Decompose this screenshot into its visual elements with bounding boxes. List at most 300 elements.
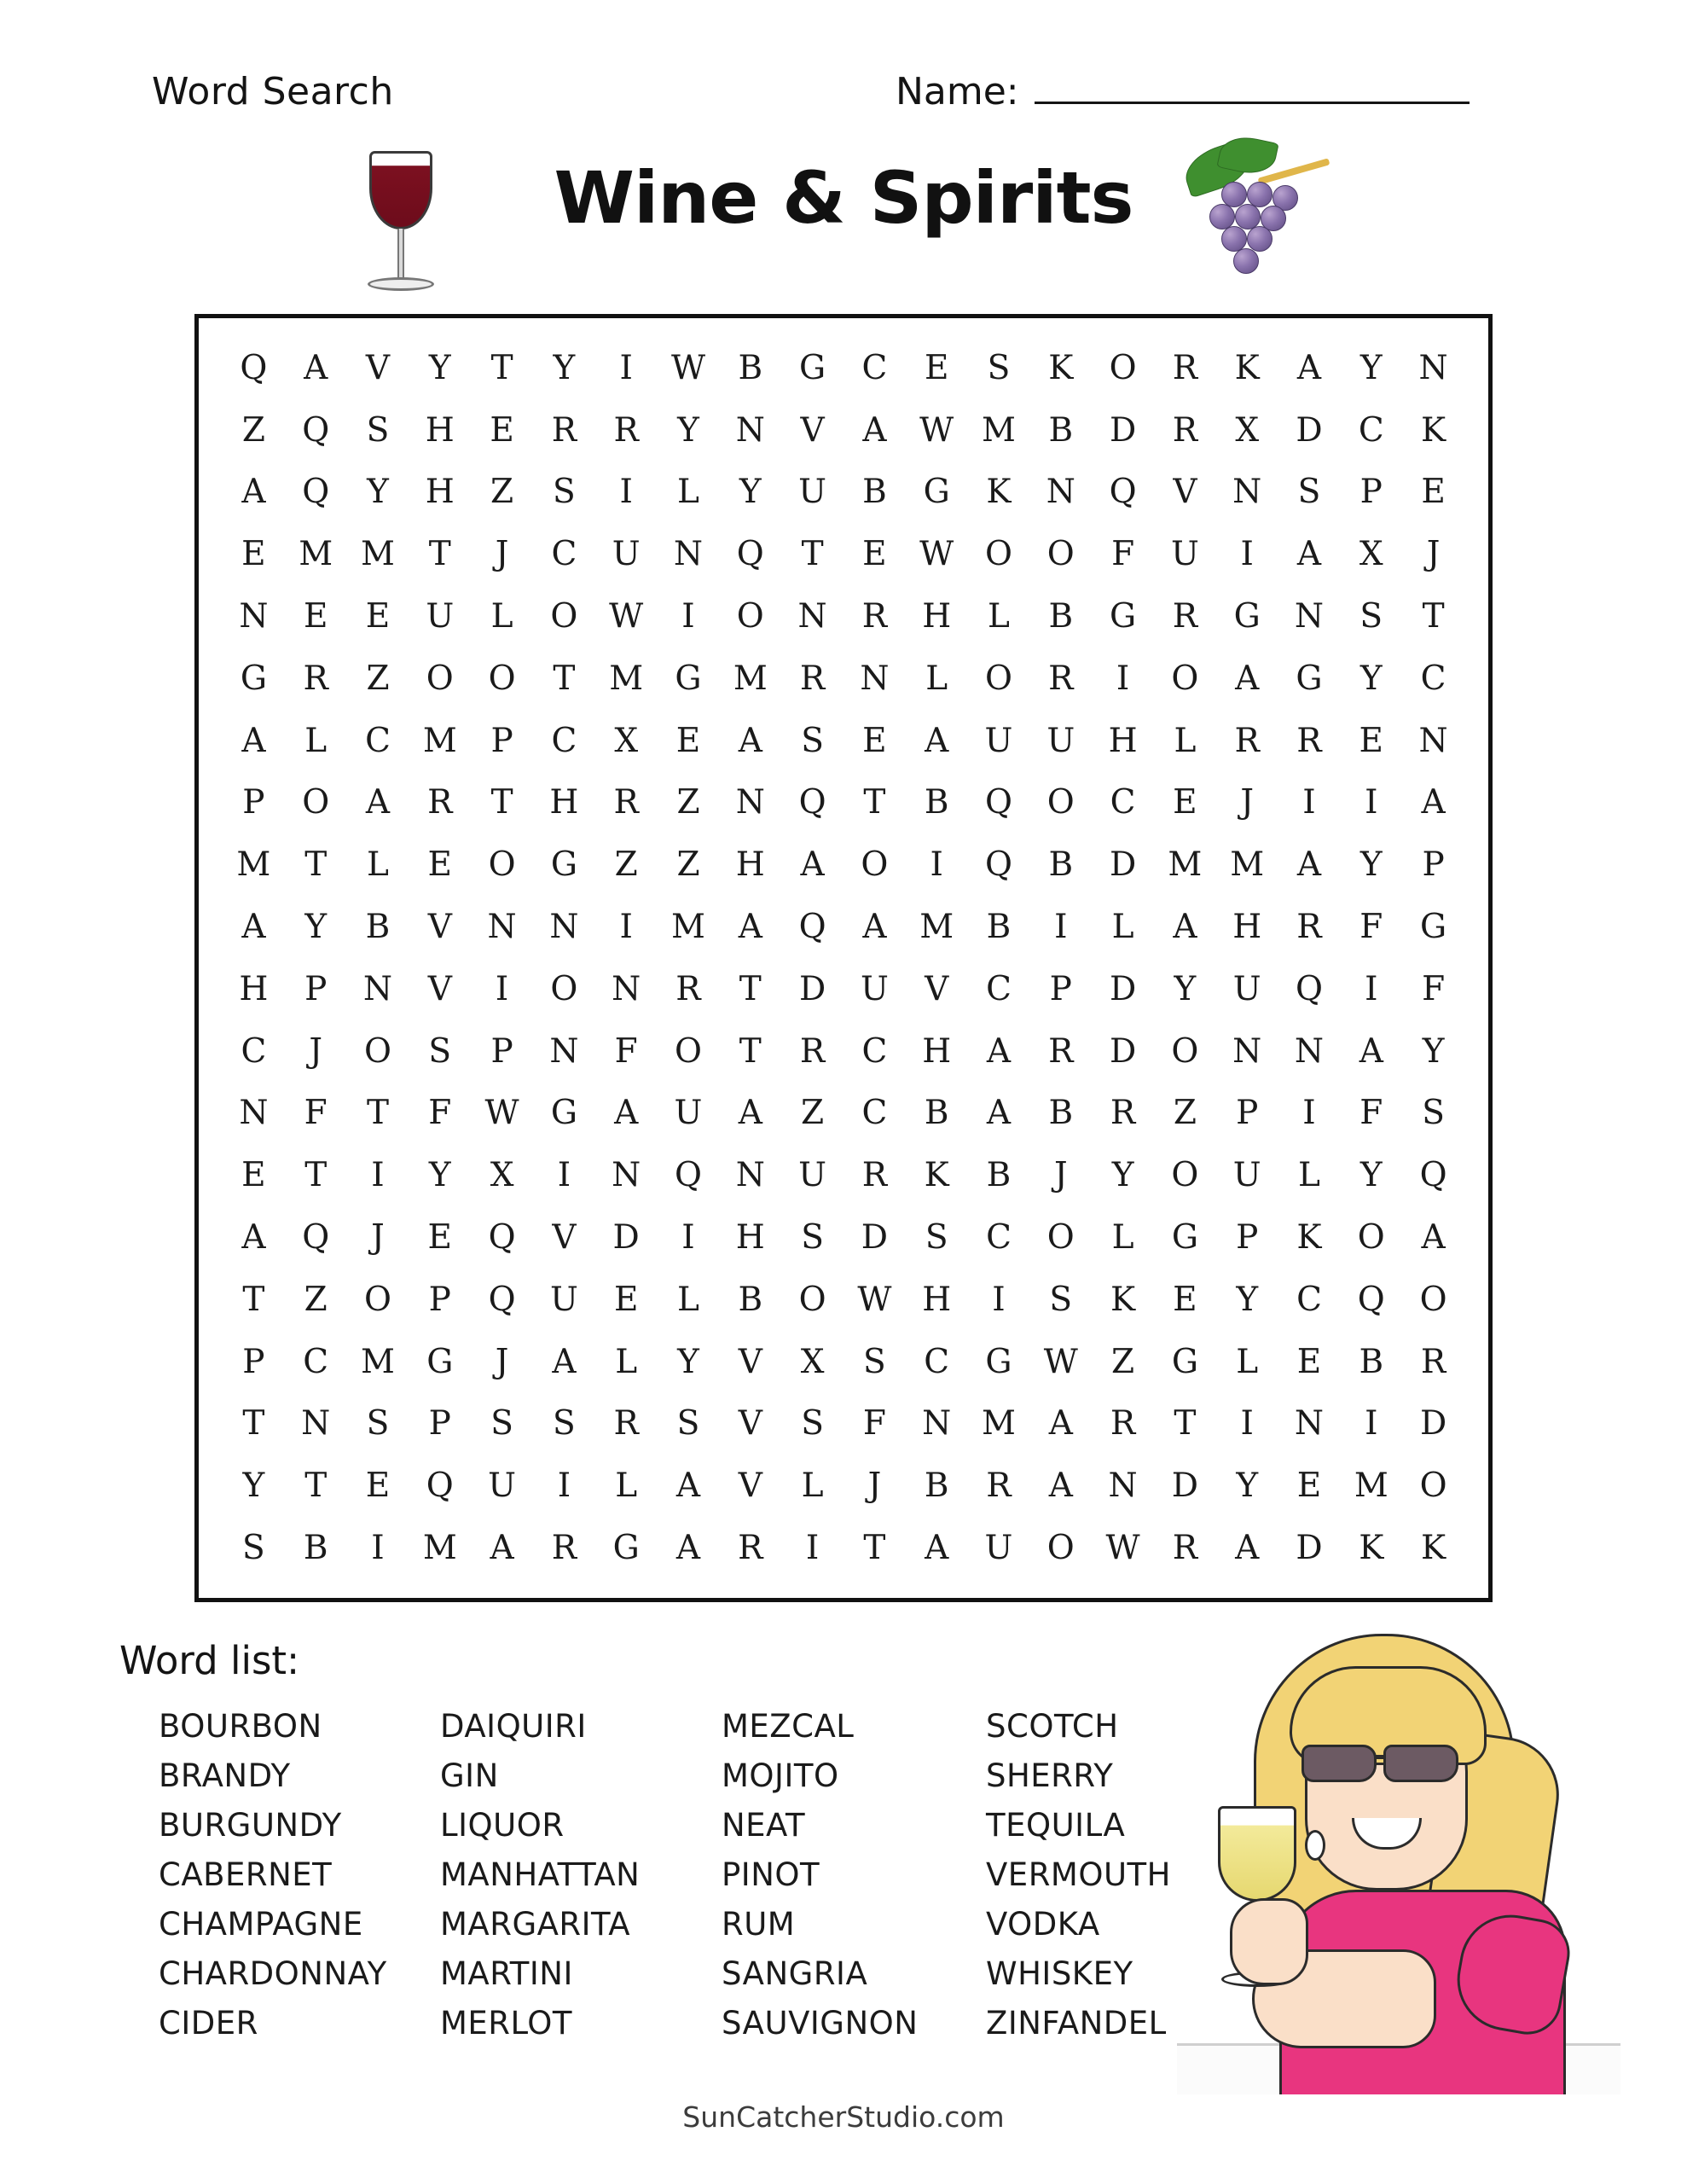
grid-cell-r10-c17[interactable]: H — [1232, 908, 1262, 947]
grid-cell-r11-c13[interactable]: C — [986, 969, 1012, 1008]
grid-cell-r18-c19[interactable]: I — [1365, 1404, 1378, 1443]
grid-cell-r19-c1[interactable]: Y — [242, 1467, 265, 1506]
grid-cell-r10-c18[interactable]: R — [1296, 908, 1322, 947]
grid-cell-r4-c9[interactable]: Q — [736, 535, 764, 574]
grid-cell-r8-c4[interactable]: R — [427, 783, 453, 822]
grid-cell-r16-c17[interactable]: Y — [1236, 1280, 1259, 1319]
grid-cell-r10-c8[interactable]: M — [671, 908, 705, 947]
grid-cell-r1-c13[interactable]: S — [987, 348, 1011, 387]
grid-cell-r2-c14[interactable]: B — [1048, 410, 1074, 450]
grid-cell-r1-c15[interactable]: O — [1109, 348, 1137, 387]
grid-cell-r20-c8[interactable]: A — [675, 1529, 701, 1568]
grid-cell-r5-c5[interactable]: L — [490, 597, 513, 636]
grid-cell-r1-c2[interactable]: A — [304, 348, 328, 387]
grid-cell-r19-c17[interactable]: Y — [1236, 1467, 1259, 1506]
grid-cell-r19-c12[interactable]: B — [924, 1467, 949, 1506]
grid-cell-r18-c17[interactable]: I — [1240, 1404, 1254, 1443]
grid-cell-r4-c14[interactable]: O — [1046, 535, 1075, 574]
grid-cell-r8-c10[interactable]: Q — [798, 783, 826, 822]
grid-cell-r11-c3[interactable]: N — [362, 969, 393, 1008]
grid-cell-r20-c5[interactable]: A — [490, 1529, 514, 1568]
grid-cell-r11-c5[interactable]: I — [495, 969, 509, 1008]
grid-cell-r11-c12[interactable]: V — [925, 969, 949, 1008]
grid-cell-r8-c12[interactable]: B — [924, 783, 949, 822]
grid-cell-r6-c18[interactable]: G — [1296, 659, 1323, 698]
grid-cell-r1-c1[interactable]: Q — [240, 348, 268, 387]
grid-cell-r3-c18[interactable]: S — [1297, 473, 1321, 512]
grid-cell-r14-c9[interactable]: N — [735, 1156, 765, 1195]
grid-cell-r20-c6[interactable]: R — [551, 1529, 577, 1568]
grid-cell-r11-c17[interactable]: U — [1232, 969, 1261, 1008]
grid-cell-r7-c1[interactable]: A — [241, 721, 266, 760]
grid-cell-r6-c8[interactable]: G — [675, 659, 702, 698]
grid-cell-r3-c15[interactable]: Q — [1109, 473, 1137, 512]
grid-cell-r16-c6[interactable]: U — [549, 1280, 578, 1319]
grid-cell-r14-c16[interactable]: O — [1171, 1156, 1199, 1195]
grid-cell-r3-c7[interactable]: I — [619, 473, 633, 512]
grid-cell-r19-c15[interactable]: N — [1108, 1467, 1138, 1506]
grid-cell-r13-c5[interactable]: W — [484, 1094, 519, 1133]
grid-cell-r14-c11[interactable]: R — [861, 1156, 888, 1195]
grid-cell-r15-c17[interactable]: P — [1236, 1218, 1259, 1258]
grid-cell-r11-c16[interactable]: Y — [1174, 969, 1197, 1008]
grid-cell-r18-c16[interactable]: T — [1174, 1404, 1197, 1443]
grid-cell-r16-c1[interactable]: T — [242, 1280, 265, 1319]
grid-cell-r14-c8[interactable]: Q — [675, 1156, 702, 1195]
grid-cell-r15-c12[interactable]: S — [925, 1218, 948, 1258]
grid-cell-r9-c7[interactable]: Z — [614, 845, 638, 885]
grid-cell-r5-c14[interactable]: B — [1048, 597, 1074, 636]
grid-cell-r19-c3[interactable]: E — [365, 1467, 391, 1506]
grid-cell-r19-c7[interactable]: L — [615, 1467, 638, 1506]
grid-cell-r10-c13[interactable]: B — [986, 908, 1012, 947]
grid-cell-r8-c20[interactable]: A — [1421, 783, 1446, 822]
grid-cell-r4-c18[interactable]: A — [1296, 535, 1322, 574]
grid-cell-r12-c14[interactable]: R — [1048, 1031, 1074, 1071]
grid-cell-r6-c20[interactable]: C — [1420, 659, 1446, 698]
grid-cell-r20-c10[interactable]: I — [805, 1529, 820, 1568]
grid-cell-r4-c1[interactable]: E — [241, 535, 266, 574]
grid-cell-r9-c5[interactable]: O — [488, 845, 516, 885]
grid-cell-r19-c16[interactable]: D — [1171, 1467, 1199, 1506]
grid-cell-r11-c9[interactable]: T — [739, 969, 762, 1008]
grid-cell-r2-c6[interactable]: R — [551, 410, 577, 450]
grid-cell-r7-c13[interactable]: U — [984, 721, 1013, 760]
grid-cell-r12-c17[interactable]: N — [1232, 1031, 1262, 1071]
grid-cell-r3-c11[interactable]: B — [862, 473, 887, 512]
grid-cell-r13-c11[interactable]: C — [861, 1094, 888, 1133]
grid-cell-r9-c8[interactable]: Z — [676, 845, 700, 885]
grid-cell-r6-c3[interactable]: Z — [366, 659, 390, 698]
grid-cell-r17-c14[interactable]: W — [1043, 1342, 1078, 1381]
grid-cell-r11-c14[interactable]: P — [1049, 969, 1072, 1008]
grid-cell-r17-c11[interactable]: S — [863, 1342, 886, 1381]
grid-cell-r2-c15[interactable]: D — [1109, 410, 1137, 450]
grid-cell-r11-c6[interactable]: O — [550, 969, 578, 1008]
grid-cell-r5-c17[interactable]: G — [1233, 597, 1261, 636]
grid-cell-r10-c20[interactable]: G — [1420, 908, 1447, 947]
grid-cell-r15-c2[interactable]: Q — [302, 1218, 330, 1258]
grid-cell-r10-c19[interactable]: F — [1359, 908, 1383, 947]
grid-cell-r1-c10[interactable]: G — [799, 348, 826, 387]
grid-cell-r1-c4[interactable]: Y — [428, 348, 451, 387]
grid-cell-r1-c19[interactable]: Y — [1359, 348, 1383, 387]
grid-cell-r13-c19[interactable]: F — [1359, 1094, 1383, 1133]
grid-cell-r11-c4[interactable]: V — [427, 969, 452, 1008]
grid-cell-r12-c8[interactable]: O — [675, 1031, 702, 1071]
grid-cell-r11-c2[interactable]: P — [304, 969, 328, 1008]
grid-cell-r8-c9[interactable]: N — [735, 783, 765, 822]
grid-cell-r2-c17[interactable]: X — [1235, 410, 1260, 450]
grid-cell-r20-c1[interactable]: S — [242, 1529, 265, 1568]
grid-cell-r7-c11[interactable]: E — [862, 721, 887, 760]
grid-cell-r3-c8[interactable]: L — [677, 473, 699, 512]
grid-cell-r5-c10[interactable]: N — [797, 597, 827, 636]
grid-cell-r5-c12[interactable]: H — [922, 597, 952, 636]
grid-cell-r3-c17[interactable]: N — [1232, 473, 1262, 512]
grid-cell-r15-c6[interactable]: V — [552, 1218, 577, 1258]
grid-cell-r9-c13[interactable]: Q — [985, 845, 1012, 885]
grid-cell-r17-c3[interactable]: M — [361, 1342, 395, 1381]
grid-cell-r9-c16[interactable]: M — [1168, 845, 1203, 885]
grid-cell-r5-c16[interactable]: R — [1172, 597, 1198, 636]
grid-cell-r13-c12[interactable]: B — [924, 1094, 949, 1133]
grid-cell-r6-c10[interactable]: R — [799, 659, 826, 698]
grid-cell-r2-c2[interactable]: Q — [302, 410, 330, 450]
grid-cell-r3-c19[interactable]: P — [1359, 473, 1383, 512]
grid-cell-r2-c12[interactable]: W — [919, 410, 954, 450]
grid-cell-r2-c4[interactable]: H — [425, 410, 455, 450]
grid-cell-r9-c18[interactable]: A — [1296, 845, 1322, 885]
grid-cell-r14-c7[interactable]: N — [612, 1156, 641, 1195]
grid-cell-r12-c2[interactable]: J — [309, 1031, 323, 1071]
grid-cell-r2-c16[interactable]: R — [1172, 410, 1198, 450]
grid-cell-r3-c1[interactable]: A — [241, 473, 266, 512]
grid-cell-r8-c17[interactable]: J — [1240, 783, 1255, 822]
grid-cell-r18-c14[interactable]: A — [1048, 1404, 1073, 1443]
grid-cell-r6-c14[interactable]: R — [1048, 659, 1074, 698]
grid-cell-r6-c17[interactable]: A — [1235, 659, 1260, 698]
grid-cell-r11-c8[interactable]: R — [675, 969, 701, 1008]
grid-cell-r2-c7[interactable]: R — [613, 410, 639, 450]
grid-cell-r19-c11[interactable]: J — [867, 1467, 882, 1506]
grid-cell-r17-c10[interactable]: X — [800, 1342, 825, 1381]
grid-cell-r19-c2[interactable]: T — [304, 1467, 328, 1506]
grid-cell-r17-c4[interactable]: G — [426, 1342, 454, 1381]
grid-cell-r9-c9[interactable]: H — [735, 845, 765, 885]
grid-cell-r4-c4[interactable]: T — [428, 535, 451, 574]
grid-cell-r11-c19[interactable]: I — [1365, 969, 1378, 1008]
word-search-grid[interactable] — [223, 337, 1464, 1579]
grid-cell-r7-c17[interactable]: R — [1234, 721, 1260, 760]
grid-cell-r2-c8[interactable]: Y — [677, 410, 699, 450]
grid-cell-r12-c13[interactable]: A — [986, 1031, 1012, 1071]
grid-cell-r13-c9[interactable]: A — [738, 1094, 762, 1133]
grid-cell-r14-c15[interactable]: Y — [1111, 1156, 1134, 1195]
grid-cell-r14-c19[interactable]: Y — [1359, 1156, 1383, 1195]
grid-cell-r17-c18[interactable]: E — [1296, 1342, 1322, 1381]
grid-cell-r8-c3[interactable]: A — [365, 783, 391, 822]
grid-cell-r17-c19[interactable]: B — [1359, 1342, 1384, 1381]
grid-cell-r5-c4[interactable]: U — [426, 597, 455, 636]
grid-cell-r14-c3[interactable]: I — [371, 1156, 385, 1195]
grid-cell-r3-c4[interactable]: H — [425, 473, 455, 512]
grid-cell-r7-c20[interactable]: N — [1418, 721, 1448, 760]
grid-cell-r14-c2[interactable]: T — [304, 1156, 328, 1195]
grid-cell-r4-c11[interactable]: E — [862, 535, 887, 574]
grid-cell-r17-c13[interactable]: G — [985, 1342, 1012, 1381]
grid-cell-r14-c13[interactable]: B — [986, 1156, 1012, 1195]
grid-cell-r3-c2[interactable]: Q — [302, 473, 330, 512]
grid-cell-r14-c14[interactable]: J — [1053, 1156, 1068, 1195]
grid-cell-r12-c18[interactable]: N — [1294, 1031, 1325, 1071]
grid-cell-r11-c7[interactable]: N — [612, 969, 641, 1008]
grid-cell-r11-c11[interactable]: U — [860, 969, 889, 1008]
grid-cell-r14-c17[interactable]: U — [1232, 1156, 1261, 1195]
grid-cell-r15-c7[interactable]: D — [612, 1218, 640, 1258]
grid-cell-r20-c16[interactable]: R — [1172, 1529, 1198, 1568]
grid-cell-r5-c13[interactable]: L — [988, 597, 1010, 636]
grid-cell-r16-c9[interactable]: B — [738, 1280, 763, 1319]
grid-cell-r17-c20[interactable]: R — [1420, 1342, 1446, 1381]
grid-cell-r16-c12[interactable]: H — [922, 1280, 952, 1319]
grid-cell-r11-c1[interactable]: H — [239, 969, 269, 1008]
grid-cell-r18-c18[interactable]: N — [1294, 1404, 1325, 1443]
grid-cell-r14-c5[interactable]: X — [490, 1156, 514, 1195]
grid-cell-r5-c11[interactable]: R — [861, 597, 888, 636]
grid-cell-r5-c20[interactable]: T — [1422, 597, 1445, 636]
grid-cell-r16-c20[interactable]: O — [1419, 1280, 1447, 1319]
grid-cell-r6-c1[interactable]: G — [240, 659, 267, 698]
grid-cell-r19-c13[interactable]: R — [986, 1467, 1012, 1506]
grid-cell-r10-c2[interactable]: Y — [304, 908, 328, 947]
grid-cell-r10-c16[interactable]: A — [1173, 908, 1197, 947]
grid-cell-r12-c3[interactable]: O — [364, 1031, 391, 1071]
grid-cell-r17-c8[interactable]: Y — [677, 1342, 699, 1381]
grid-cell-r20-c18[interactable]: D — [1296, 1529, 1323, 1568]
grid-cell-r6-c12[interactable]: L — [925, 659, 948, 698]
grid-cell-r9-c12[interactable]: I — [930, 845, 943, 885]
grid-cell-r10-c3[interactable]: B — [365, 908, 391, 947]
grid-cell-r20-c3[interactable]: I — [371, 1529, 385, 1568]
grid-cell-r10-c15[interactable]: L — [1111, 908, 1134, 947]
grid-cell-r20-c12[interactable]: A — [925, 1529, 949, 1568]
grid-cell-r1-c11[interactable]: C — [861, 348, 888, 387]
grid-cell-r9-c10[interactable]: A — [800, 845, 825, 885]
grid-cell-r4-c13[interactable]: O — [985, 535, 1012, 574]
grid-cell-r5-c7[interactable]: W — [609, 597, 644, 636]
word-search-grid-container[interactable] — [194, 314, 1493, 1602]
grid-cell-r19-c8[interactable]: A — [675, 1467, 701, 1506]
grid-cell-r18-c6[interactable]: S — [553, 1404, 576, 1443]
grid-cell-r7-c4[interactable]: M — [422, 721, 457, 760]
grid-cell-r4-c5[interactable]: J — [495, 535, 509, 574]
grid-cell-r3-c14[interactable]: N — [1046, 473, 1075, 512]
grid-cell-r13-c6[interactable]: G — [550, 1094, 577, 1133]
grid-cell-r13-c2[interactable]: F — [304, 1094, 328, 1133]
grid-cell-r10-c14[interactable]: I — [1054, 908, 1068, 947]
grid-cell-r8-c11[interactable]: T — [863, 783, 886, 822]
grid-cell-r10-c7[interactable]: I — [619, 908, 633, 947]
grid-cell-r19-c18[interactable]: E — [1296, 1467, 1322, 1506]
grid-cell-r16-c16[interactable]: E — [1173, 1280, 1197, 1319]
grid-cell-r16-c8[interactable]: L — [677, 1280, 699, 1319]
grid-cell-r1-c14[interactable]: K — [1048, 348, 1074, 387]
grid-cell-r15-c3[interactable]: J — [371, 1218, 385, 1258]
grid-cell-r6-c16[interactable]: O — [1171, 659, 1199, 698]
grid-cell-r14-c20[interactable]: Q — [1419, 1156, 1447, 1195]
grid-cell-r7-c3[interactable]: C — [365, 721, 391, 760]
grid-cell-r10-c6[interactable]: N — [549, 908, 579, 947]
grid-cell-r19-c20[interactable]: O — [1419, 1467, 1447, 1506]
grid-cell-r2-c5[interactable]: E — [490, 410, 514, 450]
grid-cell-r15-c19[interactable]: O — [1357, 1218, 1385, 1258]
grid-cell-r10-c11[interactable]: A — [862, 908, 887, 947]
grid-cell-r8-c15[interactable]: C — [1110, 783, 1136, 822]
grid-cell-r1-c12[interactable]: E — [924, 348, 949, 387]
grid-cell-r1-c9[interactable]: B — [738, 348, 763, 387]
grid-cell-r15-c9[interactable]: H — [735, 1218, 765, 1258]
grid-cell-r14-c6[interactable]: I — [557, 1156, 571, 1195]
grid-cell-r18-c15[interactable]: R — [1110, 1404, 1136, 1443]
grid-cell-r7-c19[interactable]: E — [1359, 721, 1384, 760]
grid-cell-r4-c8[interactable]: N — [673, 535, 704, 574]
grid-cell-r4-c10[interactable]: T — [801, 535, 824, 574]
grid-cell-r13-c16[interactable]: Z — [1173, 1094, 1197, 1133]
grid-cell-r8-c2[interactable]: O — [302, 783, 330, 822]
grid-cell-r11-c18[interactable]: Q — [1296, 969, 1323, 1008]
grid-cell-r7-c5[interactable]: P — [490, 721, 513, 760]
grid-cell-r5-c18[interactable]: N — [1294, 597, 1325, 636]
grid-cell-r5-c8[interactable]: I — [681, 597, 695, 636]
grid-cell-r10-c12[interactable]: M — [919, 908, 954, 947]
grid-cell-r6-c11[interactable]: N — [860, 659, 890, 698]
grid-cell-r11-c20[interactable]: F — [1422, 969, 1446, 1008]
grid-cell-r8-c14[interactable]: O — [1046, 783, 1075, 822]
grid-cell-r8-c6[interactable]: H — [549, 783, 579, 822]
grid-cell-r12-c10[interactable]: R — [799, 1031, 826, 1071]
grid-cell-r17-c7[interactable]: L — [615, 1342, 638, 1381]
grid-cell-r9-c11[interactable]: O — [861, 845, 889, 885]
grid-cell-r19-c14[interactable]: A — [1048, 1467, 1073, 1506]
grid-cell-r17-c16[interactable]: G — [1171, 1342, 1198, 1381]
grid-cell-r17-c2[interactable]: C — [303, 1342, 329, 1381]
grid-cell-r2-c11[interactable]: A — [862, 410, 887, 450]
grid-cell-r7-c12[interactable]: A — [925, 721, 949, 760]
grid-cell-r15-c15[interactable]: L — [1111, 1218, 1134, 1258]
grid-cell-r13-c1[interactable]: N — [239, 1094, 269, 1133]
grid-cell-r18-c8[interactable]: S — [676, 1404, 700, 1443]
grid-cell-r4-c3[interactable]: M — [361, 535, 395, 574]
grid-cell-r4-c20[interactable]: J — [1426, 535, 1441, 574]
grid-cell-r8-c13[interactable]: Q — [985, 783, 1012, 822]
grid-cell-r16-c15[interactable]: K — [1110, 1280, 1136, 1319]
grid-cell-r19-c10[interactable]: L — [801, 1467, 824, 1506]
grid-cell-r4-c19[interactable]: X — [1359, 535, 1383, 574]
grid-cell-r14-c10[interactable]: U — [798, 1156, 827, 1195]
grid-cell-r5-c1[interactable]: N — [239, 597, 269, 636]
grid-cell-r13-c15[interactable]: R — [1110, 1094, 1136, 1133]
grid-cell-r8-c5[interactable]: T — [490, 783, 513, 822]
grid-cell-r16-c18[interactable]: C — [1296, 1280, 1322, 1319]
grid-cell-r9-c2[interactable]: T — [304, 845, 328, 885]
grid-cell-r9-c1[interactable]: M — [236, 845, 271, 885]
grid-cell-r1-c18[interactable]: A — [1296, 348, 1322, 387]
grid-cell-r8-c16[interactable]: E — [1173, 783, 1197, 822]
grid-cell-r15-c5[interactable]: Q — [488, 1218, 516, 1258]
grid-cell-r20-c14[interactable]: O — [1046, 1529, 1075, 1568]
grid-cell-r12-c11[interactable]: C — [861, 1031, 888, 1071]
grid-cell-r18-c7[interactable]: R — [613, 1404, 639, 1443]
grid-cell-r18-c3[interactable]: S — [366, 1404, 390, 1443]
grid-cell-r9-c6[interactable]: G — [550, 845, 577, 885]
grid-cell-r6-c7[interactable]: M — [609, 659, 644, 698]
grid-cell-r18-c13[interactable]: M — [982, 1404, 1016, 1443]
grid-cell-r12-c5[interactable]: P — [490, 1031, 513, 1071]
grid-cell-r12-c7[interactable]: F — [614, 1031, 638, 1071]
grid-cell-r14-c4[interactable]: Y — [428, 1156, 451, 1195]
grid-cell-r13-c17[interactable]: P — [1236, 1094, 1259, 1133]
grid-cell-r7-c6[interactable]: C — [551, 721, 577, 760]
grid-cell-r7-c2[interactable]: L — [304, 721, 328, 760]
grid-cell-r18-c2[interactable]: N — [301, 1404, 331, 1443]
grid-cell-r12-c1[interactable]: C — [241, 1031, 267, 1071]
grid-cell-r20-c9[interactable]: R — [738, 1529, 763, 1568]
grid-cell-r18-c1[interactable]: T — [242, 1404, 265, 1443]
grid-cell-r9-c17[interactable]: M — [1230, 845, 1265, 885]
grid-cell-r13-c10[interactable]: Z — [801, 1094, 825, 1133]
grid-cell-r19-c19[interactable]: M — [1354, 1467, 1388, 1506]
grid-cell-r16-c7[interactable]: E — [613, 1280, 639, 1319]
grid-cell-r4-c7[interactable]: U — [612, 535, 641, 574]
grid-cell-r13-c7[interactable]: A — [614, 1094, 639, 1133]
grid-cell-r4-c15[interactable]: F — [1111, 535, 1135, 574]
grid-cell-r3-c13[interactable]: K — [986, 473, 1012, 512]
grid-cell-r1-c5[interactable]: T — [490, 348, 513, 387]
grid-cell-r10-c5[interactable]: N — [487, 908, 517, 947]
grid-cell-r10-c4[interactable]: V — [427, 908, 452, 947]
grid-cell-r5-c6[interactable]: O — [550, 597, 578, 636]
grid-cell-r18-c11[interactable]: F — [862, 1404, 886, 1443]
grid-cell-r15-c14[interactable]: O — [1046, 1218, 1075, 1258]
grid-cell-r14-c18[interactable]: L — [1298, 1156, 1320, 1195]
grid-cell-r6-c5[interactable]: O — [488, 659, 516, 698]
grid-cell-r16-c2[interactable]: Z — [304, 1280, 328, 1319]
grid-cell-r7-c9[interactable]: A — [738, 721, 762, 760]
grid-cell-r7-c15[interactable]: H — [1108, 721, 1138, 760]
grid-cell-r9-c15[interactable]: D — [1109, 845, 1137, 885]
grid-cell-r14-c1[interactable]: E — [241, 1156, 266, 1195]
grid-cell-r1-c8[interactable]: W — [670, 348, 706, 387]
grid-cell-r4-c16[interactable]: U — [1170, 535, 1199, 574]
grid-cell-r5-c3[interactable]: E — [365, 597, 391, 636]
grid-cell-r15-c20[interactable]: A — [1421, 1218, 1446, 1258]
grid-cell-r8-c7[interactable]: R — [613, 783, 639, 822]
grid-cell-r8-c8[interactable]: Z — [676, 783, 700, 822]
grid-cell-r15-c18[interactable]: K — [1296, 1218, 1322, 1258]
grid-cell-r20-c19[interactable]: K — [1359, 1529, 1384, 1568]
grid-cell-r9-c3[interactable]: L — [367, 845, 389, 885]
grid-cell-r15-c16[interactable]: G — [1171, 1218, 1198, 1258]
grid-cell-r2-c3[interactable]: S — [366, 410, 390, 450]
grid-cell-r15-c13[interactable]: C — [986, 1218, 1012, 1258]
grid-cell-r5-c15[interactable]: G — [1110, 597, 1137, 636]
grid-cell-r3-c3[interactable]: Y — [367, 473, 389, 512]
grid-cell-r6-c9[interactable]: M — [733, 659, 768, 698]
grid-cell-r3-c12[interactable]: G — [923, 473, 950, 512]
grid-cell-r12-c16[interactable]: O — [1171, 1031, 1199, 1071]
grid-cell-r4-c17[interactable]: I — [1240, 535, 1254, 574]
